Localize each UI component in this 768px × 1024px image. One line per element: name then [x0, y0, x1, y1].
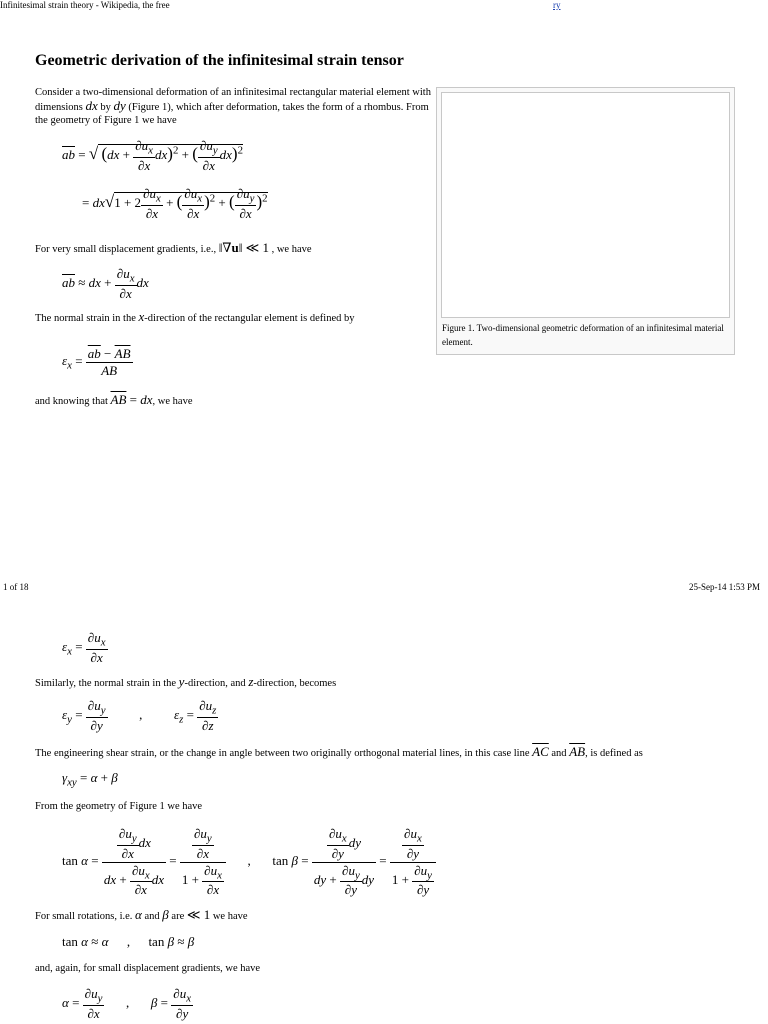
equation-epsilon-y-z: $\varepsilon_y$ = $\frac{\partial u_y}{\partial y}$ , $\varepsilon_z$ = $\frac{\partial u_z}{\partial z}$	[62, 698, 217, 733]
shear-text-1: The engineering shear strain, or the change in angle between two originally orthogonal material lines, in this case line	[35, 748, 530, 759]
header-link[interactable]: ry	[553, 0, 561, 10]
small-rotation-text-are: are	[171, 911, 185, 922]
similarly-text-3: -direction, becomes	[253, 678, 337, 689]
equation-ab-expanded: = dx√1 + 2 $\frac{\partial u_x}{\partial x}$ + ( $\frac{\partial u_x}{\partial x}$ )$^2$ + ( $\frac{\partial u_y}{\partial x}$ )$^2$	[82, 186, 268, 221]
equation-epsilon-x: $\varepsilon_x$ = $\frac{\partial u_x}{\partial x}$	[62, 630, 106, 665]
shear-text-and: and	[551, 748, 567, 759]
small-rotation-text-1: For small rotations, i.e.	[35, 911, 133, 922]
print-date: 25-Sep-14 1:53 PM	[689, 582, 761, 592]
equation-ab: $\overline{ab}$ = √ (dx + $\frac{\partial u_x}{\partial x}$ dx)$^2$ + ( $\frac{\partial u_y}{\partial x}$ dx)$^2$	[62, 138, 243, 173]
figure-box	[436, 87, 735, 355]
similarly-text-2: -direction, and	[184, 678, 246, 689]
page-counter: 1 of 18	[3, 582, 29, 592]
again-paragraph: and, again, for small displacement gradients, we have	[35, 963, 261, 974]
equation-gamma-xy: $\gamma_{xy} = \alpha + \beta$	[62, 770, 118, 789]
intro-text-2: (Figure 1), which after deformation, takes the form of a rhombus. From the geometry of Figure 1 we have	[35, 102, 429, 126]
normal-strain-text-2: -direction of the rectangular element is defined by	[144, 313, 355, 324]
small-rotation-text-and: and	[144, 911, 160, 922]
figure-caption: Figure 1. Two-dimensional geometric deformation of an infinitesimal material element.	[442, 323, 724, 347]
similarly-text-1: Similarly, the normal strain in the	[35, 678, 177, 689]
small-rotation-text-2: we have	[212, 911, 248, 922]
geometry-paragraph: From the geometry of Figure 1 we have	[35, 801, 203, 812]
equation-tan-approx: tan α ≈ α , tan β ≈ β	[62, 934, 195, 949]
equation-ab-approx: $\overline{ab}$ ≈ dx + $\frac{\partial u_x}{\partial x}$ dx	[62, 266, 149, 301]
normal-strain-paragraph: The normal strain in the x-direction of the rectangular element is defined by	[35, 309, 355, 324]
page-header-title: Infinitesimal strain theory - Wikipedia, the free	[0, 0, 170, 10]
normal-strain-text-1: The normal strain in the	[35, 313, 136, 324]
section-title: Geometric derivation of the infinitesimal strain tensor	[35, 52, 404, 69]
figure-image	[441, 92, 730, 318]
intro-text-by: by	[100, 102, 111, 113]
equation-tan-alpha-beta: tan α = $\frac{\partial u_y}{\partial x}$ dx dx + $\frac{\partial u_x}{\partial x}$ dx = $\frac{\partial u_y}{\partial x}$ 1 + $\frac{\partial u_x}{\partial x}$ , tan β = $\frac{\partial u_x}{\partial y}$ dy dy + $\frac{\partial u_y}{\partial y}$ dy = $\frac{\partial u_x}{\partial y}$ 1 + $\frac{\partial u_y}{\partial y}$	[62, 826, 436, 898]
intro-text-1: Consider a two-dimensional deformation of an infinitesimal rectangular material element with dimensions	[35, 87, 431, 113]
small-gradient-paragraph: For very small displacement gradients, i.e., ‖∇u‖ ≪ 1 , we have	[35, 240, 312, 255]
knowing-text-2: , we have	[152, 396, 193, 407]
equation-epsilon-x-def: $\varepsilon_x$ = $\frac{\overline{ab} - \overline{AB}}{AB}$	[62, 346, 131, 378]
intro-paragraph: Consider a two-dimensional deformation of an infinitesimal rectangular material element with dimensions dx by dy (Figure 1), which after deformation, takes the form of a rhombus. From the geometry of Figure 1 we have	[35, 87, 431, 126]
similarly-paragraph: Similarly, the normal strain in the y-direction, and z-direction, becomes	[35, 674, 337, 689]
knowing-text-1: and knowing that	[35, 396, 108, 407]
knowing-paragraph: and knowing that $\overline{AB}$ = dx, we have	[35, 392, 193, 407]
small-gradient-text-1: For very small displacement gradients, i.e.,	[35, 244, 217, 255]
shear-text-2: , is defined as	[585, 748, 643, 759]
equation-alpha-beta: α = $\frac{\partial u_y}{\partial x}$ , β = $\frac{\partial u_x}{\partial y}$	[62, 986, 191, 1021]
small-gradient-text-2: , we have	[271, 244, 312, 255]
shear-strain-paragraph: The engineering shear strain, or the change in angle between two originally orthogonal material lines, in this case line $\overline{AC}$ and $\overline{AB}$, is defined as	[35, 744, 643, 759]
small-rotation-paragraph: For small rotations, i.e. α and β are ≪ 1 we have	[35, 907, 248, 922]
